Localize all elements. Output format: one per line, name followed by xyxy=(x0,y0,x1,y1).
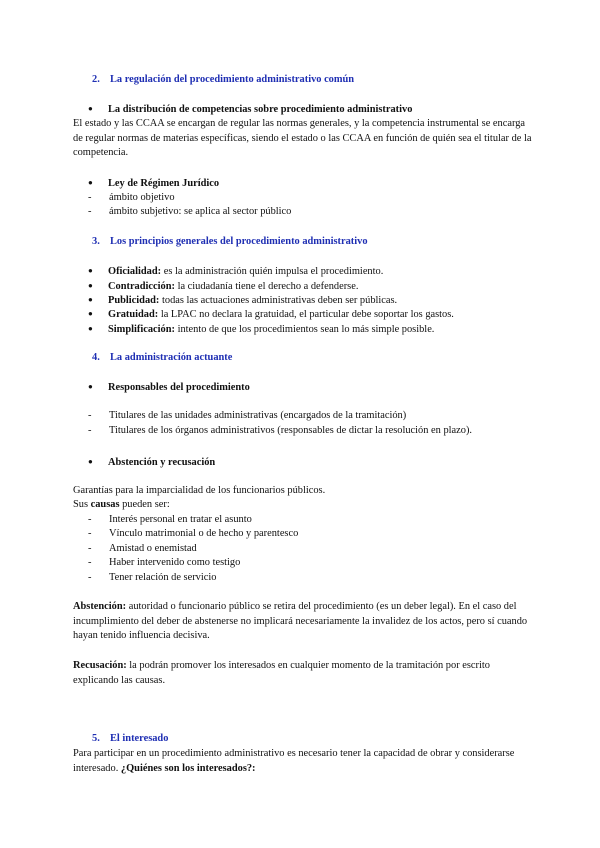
ley-heading: ● Ley de Régimen Jurídico xyxy=(88,178,220,189)
bullet-icon: ● xyxy=(88,178,93,187)
abstencion-paragraph: Abstención: autoridad o funcionario público se retira del procedimiento (es un deber legal). En el caso del incumplimiento del deber de abstenerse no implicará necesariamente la invalidez de los actos, pero sí cuando hayan tenido influencia decisiva. xyxy=(73,601,528,642)
section-2-heading: 2. La regulación del procedimiento administrativo común xyxy=(92,74,355,85)
bullet-icon: ● xyxy=(88,266,93,275)
section-5-heading: 5. El interesado xyxy=(92,733,169,744)
list-item: - Titulares de las unidades administrativas (encargados de la tramitación) xyxy=(88,410,407,421)
interesado-paragraph: Para participar en un procedimiento administrativo es necesario tener la capacidad de obrar y considerarse interesado. ¿Quiénes son los interesados?: xyxy=(73,748,515,774)
list-item: - Amistad o enemistad xyxy=(88,543,197,554)
bullet-icon: ● xyxy=(88,382,93,391)
list-item: - Haber intervenido como testigo xyxy=(88,557,241,568)
bullet-icon: ● xyxy=(88,309,93,318)
section-3-heading: 3. Los principios generales del procedimiento administrativo xyxy=(92,236,368,247)
list-item: - ámbito subjetivo: se aplica al sector público xyxy=(88,206,292,217)
bullet-icon: ● xyxy=(88,457,93,466)
recusacion-paragraph: Recusación: la podrán promover los interesados en cualquier momento de la tramitación por escrito explicando las causas. xyxy=(73,660,490,686)
principle-item: ● Simplificación: intento de que los procedimientos sean lo más simple posible. xyxy=(88,324,435,335)
principle-item: ● Contradicción: la ciudadanía tiene el derecho a defenderse. xyxy=(88,281,359,292)
distribution-heading: ● La distribución de competencias sobre procedimiento administrativo xyxy=(88,104,413,115)
responsables-heading: ● Responsables del procedimiento xyxy=(88,382,250,393)
bullet-icon: ● xyxy=(88,324,93,333)
list-item: - Interés personal en tratar el asunto xyxy=(88,514,252,525)
section-4-heading: 4. La administración actuante xyxy=(92,352,233,363)
principle-item: ● Publicidad: todas las actuaciones administrativas deben ser públicas. xyxy=(88,295,398,306)
bullet-icon: ● xyxy=(88,104,93,113)
list-item: - Tener relación de servicio xyxy=(88,572,217,583)
abstencion-heading: ● Abstención y recusación xyxy=(88,457,216,468)
list-item: - Titulares de los órganos administrativos (responsables de dictar la resolución en plazo). xyxy=(88,425,473,436)
list-item: - ámbito objetivo xyxy=(88,192,175,203)
abstencion-intro: Garantías para la imparcialidad de los funcionarios públicos. xyxy=(73,485,326,496)
bullet-icon: ● xyxy=(88,281,93,290)
list-item: - Vínculo matrimonial o de hecho y parentesco xyxy=(88,528,299,539)
principle-item: ● Oficialidad: es la administración quién impulsa el procedimiento. xyxy=(88,266,384,277)
causas-intro: Sus causas pueden ser: xyxy=(73,499,170,510)
principle-item: ● Gratuidad: la LPAC no declara la gratuidad, el particular debe soportar los gastos. xyxy=(88,309,454,320)
distribution-text: El estado y las CCAA se encargan de regular las normas generales, y la competencia instrumental se encarga de regular normas de materias específicas, siendo el estado o las CCAA en función de quién sea el titular de la competencia. xyxy=(73,118,532,159)
bullet-icon: ● xyxy=(88,295,93,304)
